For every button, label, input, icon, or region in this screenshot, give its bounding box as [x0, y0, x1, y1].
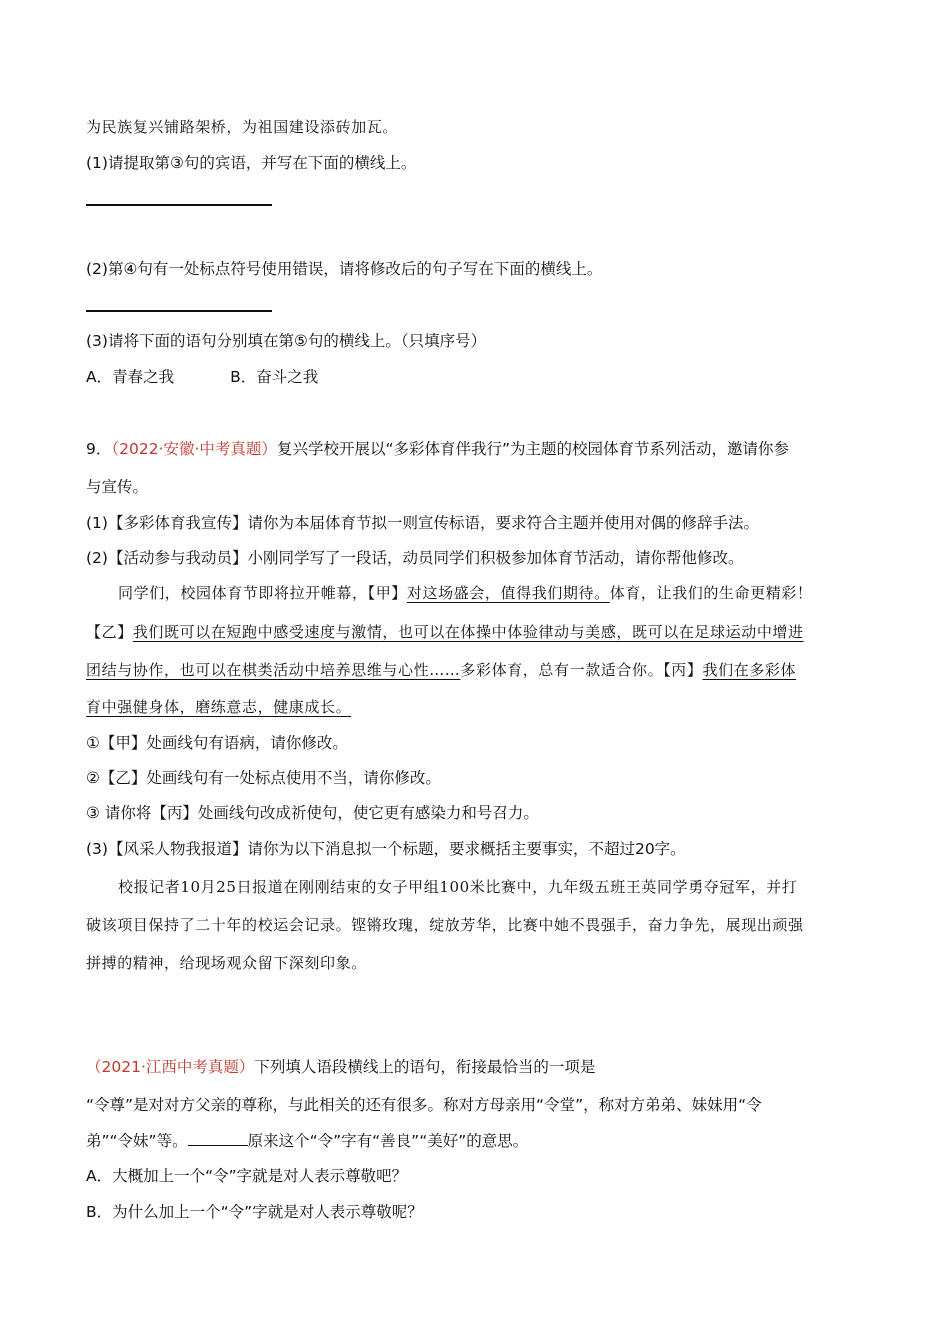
- q10-text: 弟”“令妹”等。: [86, 1132, 188, 1150]
- para-text: 同学们，校园体育节即将拉开帷幕，【甲】: [118, 584, 407, 602]
- q9-number: 9．: [86, 440, 112, 458]
- q9-item3: ③ 请你将【丙】处画线句改成祈使句，使它更有感染力和号召力。: [86, 804, 539, 822]
- q10-text-line2: [86, 1130, 528, 1152]
- q9-sub1: (1)【多彩体育我宣传】请你为本届体育节拟一则宣传标语，要求符合主题并使用对偶的修辞手法。: [86, 514, 759, 532]
- q10-text-line1: “令尊”是对对方父亲的尊称，与此相关的还有很多。称对方母亲用“令堂”，称对方弟弟、妹妹用“令: [86, 1096, 762, 1114]
- q8-option-a: A．青春之我: [86, 368, 175, 386]
- q10-option-b: B．为什么加上一个“令”字就是对人表示尊敬呢？: [86, 1203, 423, 1221]
- underlined-yi: 我们既可以在短跑中感受速度与激情，也可以在体操中体验律动与美感，既可以在足球运动中增进: [132, 623, 804, 641]
- fill-blank: [188, 1131, 248, 1146]
- underlined-jia: 对这场盛会，值得我们期待。: [406, 584, 610, 602]
- answer-blank-1: [86, 204, 272, 206]
- q9-news-line3: 拼搏的精神，给现场观众留下深刻印象。: [86, 954, 367, 972]
- para-text: 【乙】: [86, 623, 133, 641]
- q9-source: （2022·安徽·中考真题）: [111, 440, 277, 458]
- q9-news-line2: 破该项目保持了二十年的校运会记录。铿锵玫瑰，绽放芳华，比赛中她不畏强手，奋力争先，展现出顽强: [86, 916, 804, 934]
- underlined-bing: 我们在多彩体: [702, 661, 797, 679]
- para-text: 多彩体育，总有一款适合你。【丙】: [460, 661, 703, 679]
- q9-paragraph-line4: [86, 696, 351, 718]
- q9-paragraph-line2: [86, 621, 804, 643]
- q9-stem-line1: [86, 438, 789, 460]
- q9-paragraph-line1: [118, 582, 813, 604]
- q8-option-b: B．奋斗之我: [230, 368, 319, 386]
- q9-sub2: (2)【活动参与我动员】小刚同学写了一段话，动员同学们积极参加体育节活动，请你帮他修改。: [86, 549, 744, 567]
- q8-options: [86, 366, 318, 388]
- underlined-bing-cont: 育中强健身体，磨练意志，健康成长。: [86, 698, 352, 716]
- q9-sub3: (3)【风采人物我报道】请你为以下消息拟一个标题，要求概括主要事实，不超过20字。: [86, 840, 686, 858]
- q10-text: 原来这个“令”字有“善良”“美好”的意思。: [247, 1132, 529, 1150]
- intro-line: 为民族复兴铺路架桥，为祖国建设添砖加瓦。: [86, 118, 399, 136]
- q9-news-line1: 校报记者10月25日报道在刚刚结束的女子甲组100米比赛中，九年级五班王英同学勇夺冠军，并打: [118, 878, 798, 896]
- q10-source: （2021·江西中考真题）: [86, 1058, 255, 1076]
- q10-stem-text: 下列填人语段横线上的语句，衔接最恰当的一项是: [254, 1058, 596, 1076]
- q9-paragraph-line3: [86, 659, 796, 681]
- q8-sub1: (1)请提取第③句的宾语，并写在下面的横线上。: [86, 154, 417, 172]
- q10-stem: [86, 1056, 595, 1078]
- q10-option-a: A．大概加上一个“令”字就是对人表示尊敬吧？: [86, 1167, 408, 1185]
- underlined-yi-cont: 团结与协作，也可以在棋类活动中培养思维与心性……: [86, 661, 461, 679]
- q8-sub2: (2)第④句有一处标点符号使用错误，请将修改后的句子写在下面的横线上。: [86, 260, 603, 278]
- q9-item1: ①【甲】处画线句有语病，请你修改。: [86, 734, 348, 752]
- q9-stem-line2: 与宣传。: [86, 478, 149, 496]
- q9-item2: ②【乙】处画线句有一处标点使用不当，请你修改。: [86, 769, 441, 787]
- para-text: 体育，让我们的生命更精彩！: [609, 584, 813, 602]
- q9-stem-text: 复兴学校开展以“多彩体育伴我行”为主题的校园体育节系列活动，邀请你参: [276, 440, 789, 458]
- answer-blank-2: [86, 310, 272, 312]
- q8-sub3: (3)请将下面的语句分别填在第⑤句的横线上。（只填序号）: [86, 332, 487, 350]
